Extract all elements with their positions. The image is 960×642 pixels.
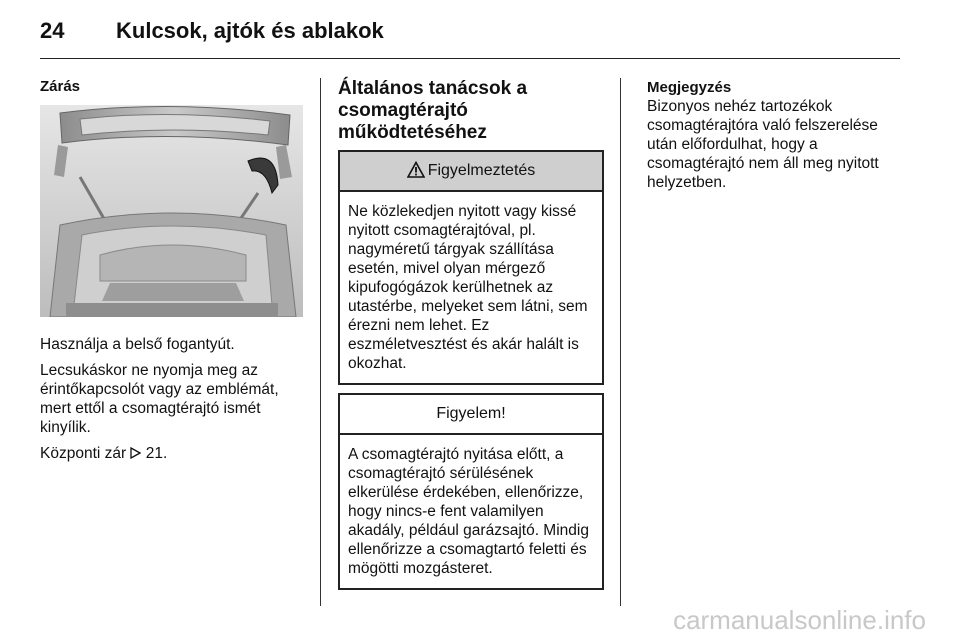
note-title: Megjegyzés [647, 79, 732, 96]
central-lock-text: Központi zár [40, 445, 127, 462]
warning-triangle-icon [407, 161, 425, 178]
watermark: carmanualsonline.info [673, 605, 926, 635]
chapter-title: Kulcsok, ajtók és ablakok [116, 18, 384, 43]
paragraph-closing: Lecsukáskor ne nyomja meg az érintőkapcsolót vagy az emblémát, mert ettől a csomagtérajtó ismét kinyílik. [40, 362, 279, 436]
caution-text: A csomagtérajtó nyitása előtt, a csomagtérajtó sérülésének elkerülése érdekében, ellenőrizze, hogy nincs-e fent valamilyen akadály, például garázsajtó. Mindig ellenőrizze a csomagtartó feletti és mögötti mozgásteret. [348, 446, 589, 577]
note-text: Bizonyos nehéz tartozékok csomagtérajtóra való felszerelése után előfordulhat, hogy a csomagtérajtó nem áll meg nyitott helyzetben. [647, 98, 879, 191]
paragraph-central-lock [40, 444, 306, 463]
column-divider [620, 78, 621, 606]
page-number: 24 [40, 18, 65, 43]
caution-box-header: Figyelem! [340, 395, 602, 435]
tailgate-photo [40, 105, 303, 317]
warning-box-header [340, 152, 602, 192]
page-reference-icon [130, 447, 141, 459]
page-header [40, 14, 900, 59]
warning-box [338, 150, 604, 385]
warning-text: Ne közlekedjen nyitott vagy kissé nyitott csomagtérajtóval, pl. nagyméretű tárgyak szállítása esetén, mivel olyan mérgező kipufogógázok kerülhetnek az utastérbe, melyeket sem látni, sem érezni nem lehet. Ez eszméletvesztést és akár halált is okozhat. [348, 203, 588, 372]
column-divider [320, 78, 321, 606]
section-title: Zárás [40, 78, 81, 95]
warning-title: Figyelmeztetés [427, 162, 536, 179]
column-left [40, 78, 306, 470]
section-heading: Általános tanácsok a csomagtérajtó működtetéséhez [338, 78, 528, 143]
caution-box [338, 393, 604, 590]
page-reference-link[interactable]: 21. [145, 445, 168, 462]
paragraph-handle: Használja a belső fogantyút. [40, 336, 235, 353]
column-middle [338, 78, 604, 598]
column-right [647, 78, 907, 192]
